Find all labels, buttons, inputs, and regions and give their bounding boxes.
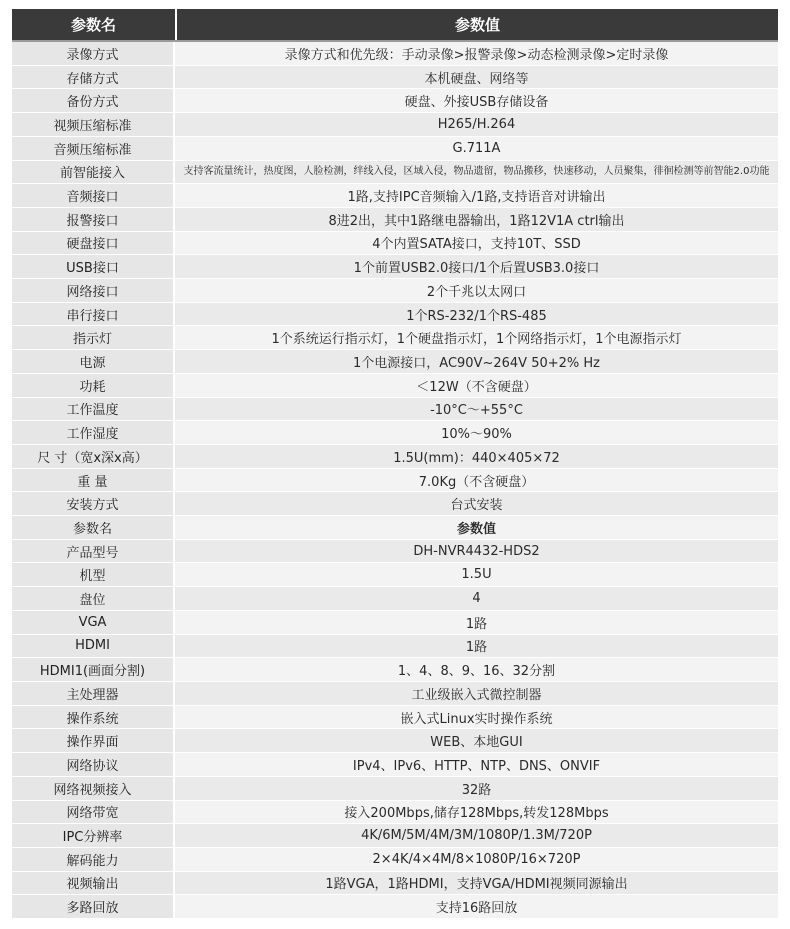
row-key: 参数名: [12, 516, 175, 539]
row-key: 多路回放: [12, 895, 175, 918]
row-key: USB接口: [12, 255, 175, 278]
row-value: 1.5U: [175, 563, 778, 586]
row-value: 工业级嵌入式微控制器: [175, 682, 778, 705]
table-row: [12, 587, 778, 611]
row-key: 电源: [12, 350, 175, 373]
row-value: 1.5U(mm)：440×405×72: [175, 445, 778, 468]
row-value: 1个RS-232/1个RS-485: [175, 303, 778, 326]
row-key: HDMI1(画面分割): [12, 658, 175, 681]
row-key: 主处理器: [12, 682, 175, 705]
table-row: [12, 611, 778, 635]
header-value: 参数值: [454, 16, 500, 34]
row-value: 本机硬盘、网络等: [175, 66, 778, 89]
row-key: 音频压缩标准: [12, 137, 175, 160]
table-row: [12, 540, 778, 564]
row-key: 网络接口: [12, 279, 175, 302]
table-row: [12, 801, 778, 825]
spec-table: [12, 9, 778, 919]
row-key: 盘位: [12, 587, 175, 610]
table-row: [12, 635, 778, 659]
table-row: [12, 848, 778, 872]
row-value: 1个前置USB2.0接口/1个后置USB3.0接口: [175, 255, 778, 278]
table-row: [12, 421, 778, 445]
table-row: [12, 753, 778, 777]
table-row: [12, 161, 778, 185]
row-value: H265/H.264: [175, 113, 778, 136]
table-row: [12, 303, 778, 327]
row-key: 报警接口: [12, 208, 175, 231]
row-key: 安装方式: [12, 492, 175, 515]
table-row: [12, 563, 778, 587]
table-row: [12, 232, 778, 256]
table-row: [12, 89, 778, 113]
table-row: [12, 469, 778, 493]
row-key: 功耗: [12, 374, 175, 397]
row-key: VGA: [12, 611, 175, 634]
row-value: 1路: [175, 611, 778, 634]
header-key: 参数名: [12, 9, 177, 40]
row-key: 网络带宽: [12, 801, 175, 824]
row-value: 录像方式和优先级：手动录像>报警录像>动态检测录像>定时录像: [175, 42, 778, 65]
row-key: 机型: [12, 563, 175, 586]
row-value: 1个系统运行指示灯，1个硬盘指示灯，1个网络指示灯，1个电源指示灯: [175, 326, 778, 349]
row-value: 32路: [175, 777, 778, 800]
row-value: 参数值: [175, 516, 778, 539]
table-row: [12, 777, 778, 801]
table-row: [12, 208, 778, 232]
row-value: 10%～90%: [175, 421, 778, 444]
row-key: 串行接口: [12, 303, 175, 326]
row-key: 网络协议: [12, 753, 175, 776]
row-value: G.711A: [175, 137, 778, 160]
row-key: 录像方式: [12, 42, 175, 65]
table-row: [12, 729, 778, 753]
row-key: 工作温度: [12, 398, 175, 421]
row-value: 台式安装: [175, 492, 778, 515]
table-row: [12, 872, 778, 896]
row-key: 备份方式: [12, 89, 175, 112]
row-key: 视频输出: [12, 872, 175, 895]
table-row: [12, 658, 778, 682]
row-key: 指示灯: [12, 326, 175, 349]
row-key: IPC分辨率: [12, 824, 175, 847]
table-row: [12, 350, 778, 374]
row-value: 7.0Kg（不含硬盘）: [175, 469, 778, 492]
row-key: 硬盘接口: [12, 232, 175, 255]
row-key: 前智能接入: [12, 161, 175, 184]
table-row: [12, 137, 778, 161]
row-value: 接入200Mbps,储存128Mbps,转发128Mbps: [175, 801, 778, 824]
table-row: [12, 398, 778, 422]
row-key: 产品型号: [12, 540, 175, 563]
row-value: 嵌入式Linux实时操作系统: [175, 706, 778, 729]
row-value-line: 支持客流量统计，热度图，人脸检测，绊线入侵，区域入侵，物品遗留，: [183, 166, 504, 178]
table-row: [12, 113, 778, 137]
table-row: [12, 445, 778, 469]
row-value: 支持16路回放: [175, 895, 778, 918]
table-row: [12, 42, 778, 66]
row-value: 4: [175, 587, 778, 610]
row-value: 4个内置SATA接口，支持10T、SSD: [175, 232, 778, 255]
row-key: 解码能力: [12, 848, 175, 871]
row-key: 操作系统: [12, 706, 175, 729]
row-value: 1路,支持IPC音频输入/1路,支持语音对讲输出: [175, 184, 778, 207]
row-value: IPv4、IPv6、HTTP、NTP、DNS、ONVIF: [175, 753, 778, 776]
row-value: 1路VGA，1路HDMI，支持VGA/HDMI视频同源输出: [175, 872, 778, 895]
row-key: 操作界面: [12, 729, 175, 752]
row-value: ＜12W（不含硬盘）: [175, 374, 778, 397]
table-row: [12, 682, 778, 706]
table-row: [12, 255, 778, 279]
row-value: -10°C～+55°C: [175, 398, 778, 421]
row-value: 1、4、8、9、16、32分割: [175, 658, 778, 681]
table-row: [12, 279, 778, 303]
row-key: 工作湿度: [12, 421, 175, 444]
row-key: 网络视频接入: [12, 777, 175, 800]
row-value: 8进2出，其中1路继电器输出，1路12V1A ctrl输出: [175, 208, 778, 231]
row-key: 尺 寸（宽x深x高）: [12, 445, 175, 468]
row-value: 2×4K/4×4M/8×1080P/16×720P: [175, 848, 778, 871]
table-row: [12, 184, 778, 208]
row-key: 存储方式: [12, 66, 175, 89]
row-value: 1路: [175, 635, 778, 658]
row-value: 4K/6M/5M/4M/3M/1080P/1.3M/720P: [175, 824, 778, 847]
table-row: [12, 374, 778, 398]
table-header: [12, 9, 778, 42]
row-key: 视频压缩标准: [12, 113, 175, 136]
table-row: [12, 895, 778, 919]
row-value: [175, 161, 778, 184]
row-value: DH-NVR4432-HDS2: [175, 540, 778, 563]
table-row: [12, 492, 778, 516]
table-row: [12, 824, 778, 848]
row-value: 2个千兆以太网口: [175, 279, 778, 302]
row-key: 重 量: [12, 469, 175, 492]
table-row: [12, 66, 778, 90]
table-row: [12, 706, 778, 730]
row-key: HDMI: [12, 635, 175, 658]
row-key: 音频接口: [12, 184, 175, 207]
row-value: WEB、本地GUI: [175, 729, 778, 752]
table-body: [12, 42, 778, 919]
row-value: 硬盘、外接USB存储设备: [175, 89, 778, 112]
row-value-line: 物品搬移，快速移动，人员聚集，徘徊检测等前智能2.0功能: [503, 166, 770, 178]
table-row: [12, 326, 778, 350]
table-row: [12, 516, 778, 540]
row-value: 1个电源接口，AC90V~264V 50+2% Hz: [175, 350, 778, 373]
